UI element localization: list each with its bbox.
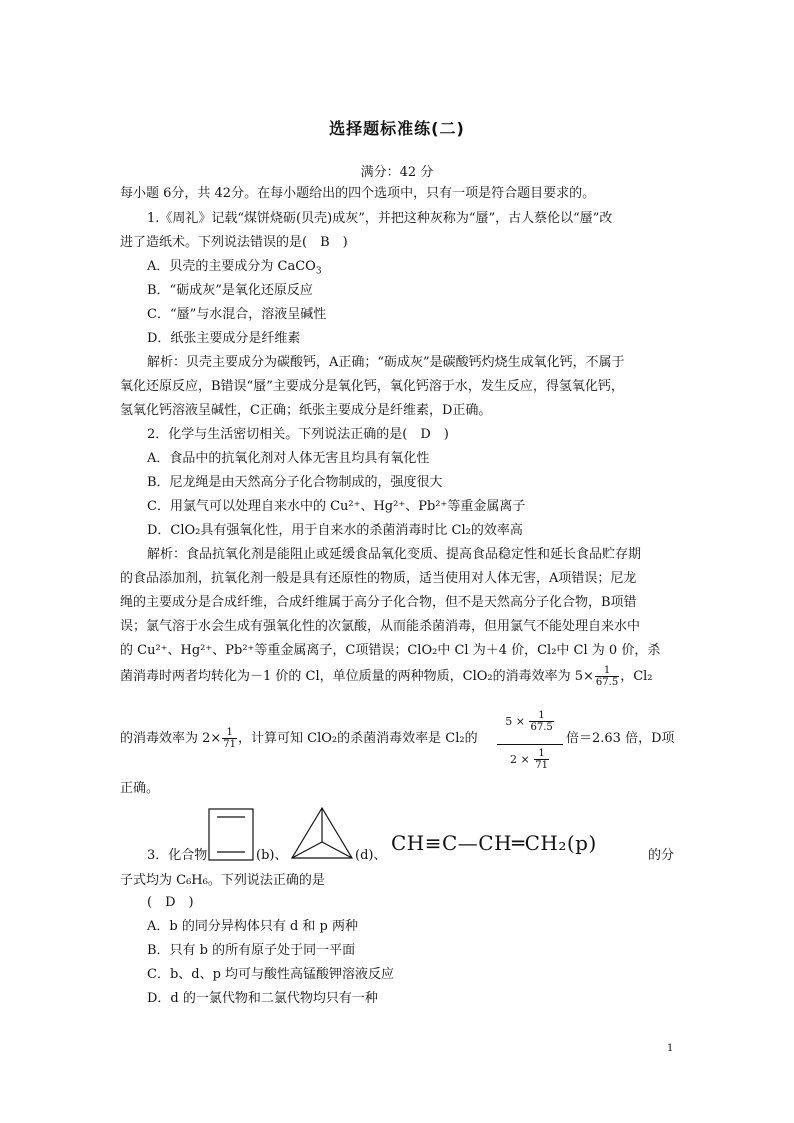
q2-option-d: D．ClO₂具有强氧化性，用于自来水的杀菌消毒时比 Cl₂的效率高: [147, 523, 523, 538]
q2-analysis-line4: 误；氯气溶于水会生成有强氧化性的次氯酸，从而能杀菌消毒，但用氯气不能处理自来水中: [120, 619, 641, 634]
q3-option-a: A．b 的同分异构体只有 d 和 p 两种: [147, 919, 359, 934]
q3-answer: ( D ): [147, 895, 194, 910]
fraction-1-over-71: [222, 727, 237, 750]
q3-label-b: (b)、: [256, 848, 288, 863]
fraction-numerator: 1: [595, 665, 619, 677]
q2-analysis-line6-end: ，Cl₂: [620, 669, 653, 684]
page-number: 1: [667, 1043, 674, 1054]
fraction-1-over-67-5-inner: [529, 710, 553, 733]
q1-analysis-line3: 氢氧化钙溶液呈碱性，C正确；纸张主要成分是纤维素，D正确。: [120, 403, 492, 418]
fraction-1-over-71-inner: [534, 748, 549, 771]
q1-stem-line2: 进了造纸术。下列说法错误的是( B ): [120, 235, 348, 250]
q2-option-a: A．食品中的抗氧化剂对人体无害且均具有氧化性: [147, 451, 430, 466]
compound-denominator-factor: 2 ×: [510, 753, 530, 766]
prismane-structure-d: [290, 806, 354, 860]
q2-analysis-line2: 的食品添加剂，抗氧化剂一般是具有还原性的物质，适当使用对人体无害，A项错误；尼龙: [120, 571, 637, 586]
compound-fraction-denominator: [497, 748, 563, 778]
q3-option-d: D．d 的一氯代物和二氯代物均只有一种: [147, 991, 378, 1006]
q3-stem-tail: 的分: [648, 848, 675, 863]
q2-analysis-line3: 绳的主要成分是合成纤维，合成纤维属于高分子化合物，但不是天然高分子化合物，B项错: [120, 595, 637, 610]
q2-option-c: C．用氯气可以处理自来水中的 Cu²⁺、Hg²⁺、Pb²⁺等重金属离子: [147, 499, 526, 514]
q1-option-a: [147, 258, 322, 276]
fraction-numerator: 1: [222, 727, 237, 739]
q1-option-a-sub: 3: [315, 266, 322, 277]
q2-analysis-line7-text-c: 倍＝2.63 倍，D项: [566, 731, 675, 746]
q2-analysis-line1: 解析：食品抗氧化剂是能阻止或延缓食品氧化变质、提高食品稳定性和延长食品贮存期: [147, 547, 642, 562]
score-line: 满分：42 分: [360, 165, 434, 180]
page-title: 选择题标准练(二): [329, 119, 465, 138]
intro-line: 每小题 6分，共 42分。在每小题给出的四个选项中，只有一项是符合题目要求的。: [120, 186, 596, 201]
q1-analysis-line1: 解析：贝壳主要成分为碳酸钙，A正确；“砺成灰”是碳酸钙灼烧生成氧化钙，不属于: [147, 355, 625, 370]
q2-analysis-line7-text-a: 的消毒效率为 2×: [120, 731, 222, 746]
fraction-numerator: 1: [534, 748, 549, 760]
fraction-denominator: 67.5: [530, 722, 553, 733]
q1-option-c: C．“蜃”与水混合，溶液呈碱性: [147, 307, 327, 322]
fraction-bar: [497, 744, 563, 745]
fraction-denominator: 71: [223, 739, 237, 750]
compound-numerator-factor: 5 ×: [505, 715, 525, 728]
q2-stem: 2．化学与生活密切相关。下列说法正确的是( D ): [147, 427, 449, 442]
q1-option-b: B．“砺成灰”是氧化还原反应: [147, 283, 313, 298]
fraction-denominator: 67.5: [595, 677, 619, 688]
q2-analysis-line6: [120, 660, 653, 694]
q2-analysis-line7: [120, 722, 478, 756]
q2-analysis-line8: 正确。: [120, 781, 160, 796]
fraction-numerator: 1: [529, 710, 553, 722]
vinylacetylene-formula-p: CH≡C—CH═CH₂(p): [391, 831, 597, 855]
q2-analysis-line6-text: 菌消毒时两者均转化为－1 价的 Cl，单位质量的两种物质，ClO₂的消毒效率为 5×: [120, 669, 594, 684]
fraction-denominator: 71: [535, 760, 548, 771]
q3-stem-line2: 子式均为 C₆H₆。下列说法正确的是: [120, 873, 325, 888]
q3-label-d: (d)、: [355, 848, 387, 863]
q1-stem-line1: 1.《周礼》记载“煤饼烧砺(贝壳)成灰”，并把这种灰称为“蜃”，古人蔡伦以“蜃”改: [147, 211, 613, 226]
q1-option-a-text: A．贝壳的主要成分为 CaCO: [147, 259, 316, 274]
q1-option-d: D．纸张主要成分是纤维素: [147, 331, 301, 346]
q3-option-c: C．b、d、p 均可与酸性高锰酸钾溶液反应: [147, 967, 395, 982]
q2-analysis-line7-text-b: ，计算可知 ClO₂的杀菌消毒效率是 Cl₂的: [238, 731, 478, 746]
q2-option-b: B．尼龙绳是由天然高分子化合物制成的，强度很大: [147, 475, 443, 490]
q1-analysis-line2: 氧化还原反应，B错误“蜃”主要成分是氧化钙，氧化钙溶于水，发生反应，得氢氧化钙，: [120, 379, 624, 394]
q3-option-b: B．只有 b 的所有原子处于同一平面: [147, 943, 356, 958]
fraction-1-over-67-5: [595, 665, 619, 688]
q3-lead: 3．化合物: [147, 848, 208, 863]
dewar-benzene-structure-b: [208, 808, 254, 861]
q2-analysis-line5: 的 Cu²⁺、Hg²⁺、Pb²⁺等重金属离子，C项错误；ClO₂中 Cl 为＋4 价，Cl₂中 Cl 为 0 价，杀: [120, 643, 661, 658]
compound-fraction-numerator: [497, 710, 563, 740]
